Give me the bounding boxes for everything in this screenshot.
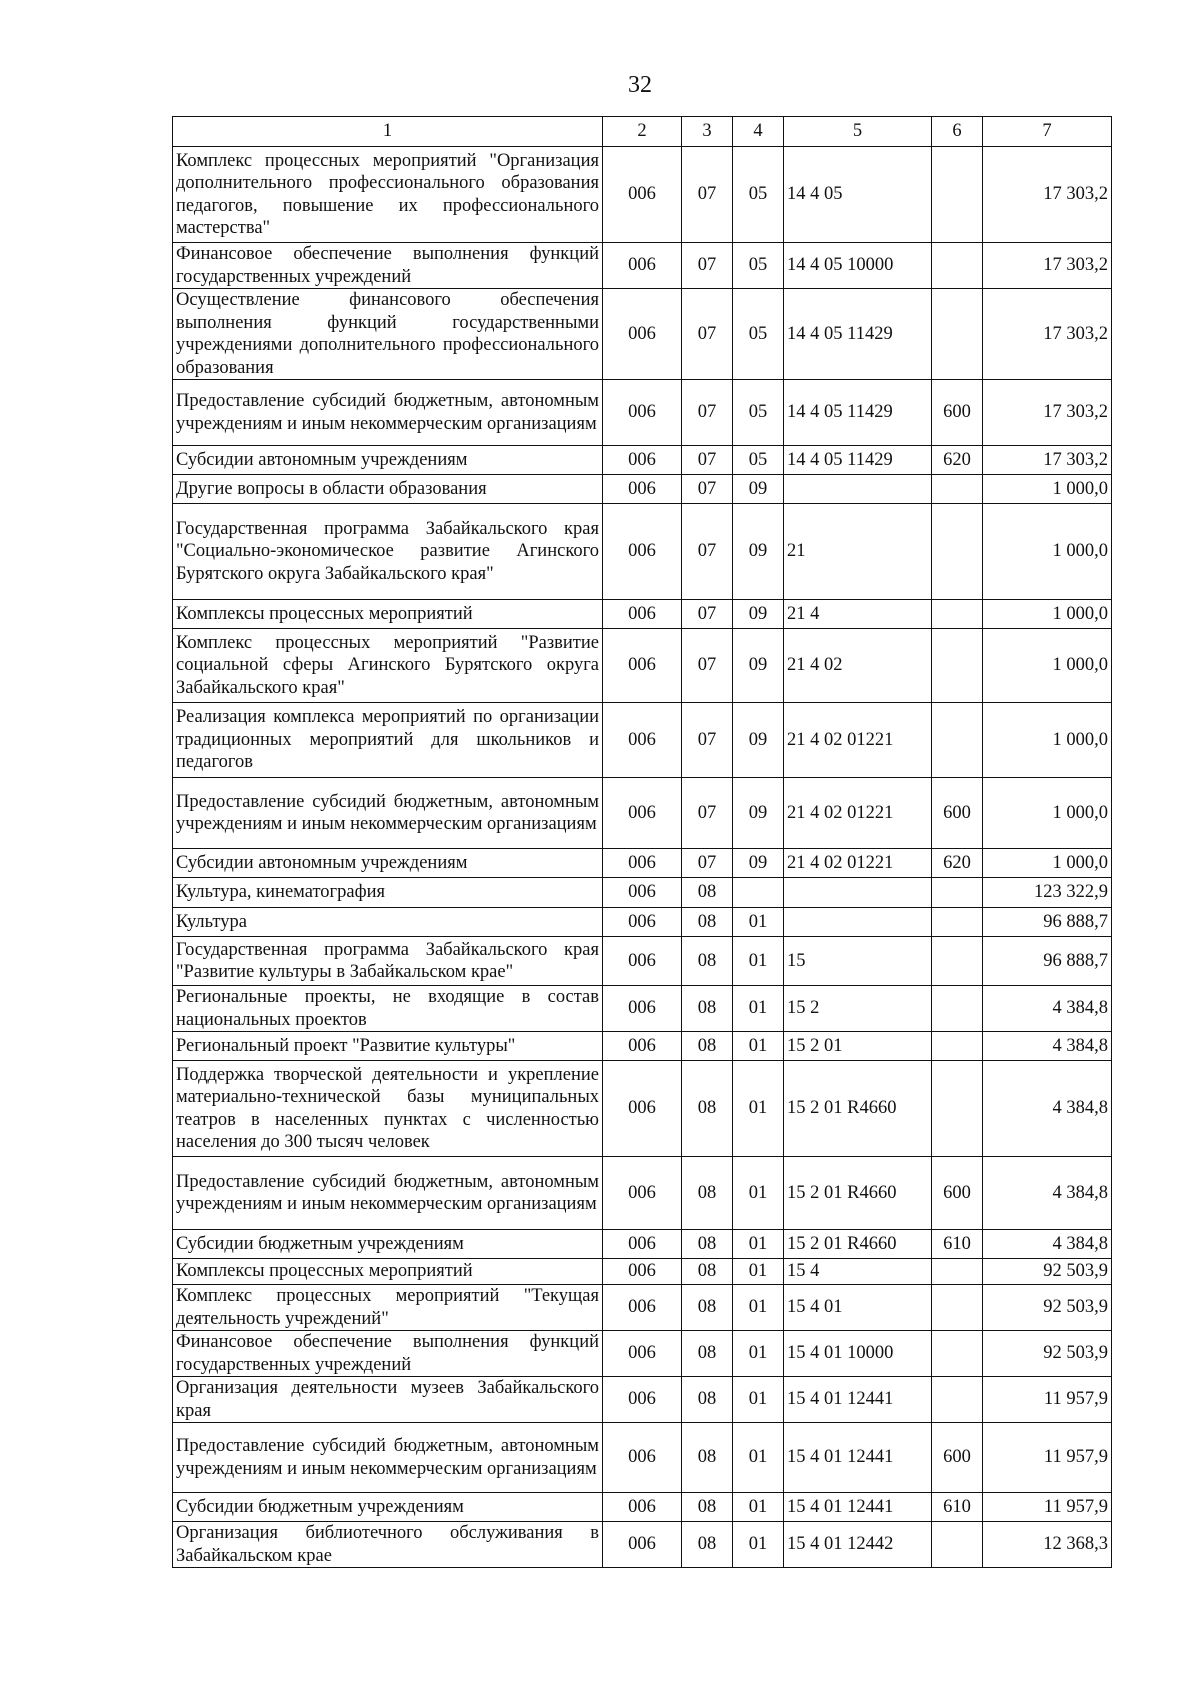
row-target-article (784, 878, 932, 908)
row-sum: 92 503,9 (983, 1259, 1112, 1285)
table-row (173, 1285, 1112, 1331)
row-sum: 17 303,2 (983, 289, 1112, 380)
row-subsection-code: 01 (733, 1331, 784, 1377)
table-row (173, 849, 1112, 878)
row-name: Финансовое обеспечение выполнения функций государственных учреждений (173, 243, 603, 289)
row-target-article: 14 4 05 10000 (784, 243, 932, 289)
row-section-code: 07 (682, 629, 733, 703)
row-subsection-code: 01 (733, 1032, 784, 1061)
row-target-article: 14 4 05 (784, 147, 932, 243)
row-target-article: 21 (784, 504, 932, 600)
row-grbs-code: 006 (603, 243, 682, 289)
row-grbs-code: 006 (603, 504, 682, 600)
row-subsection-code: 09 (733, 600, 784, 629)
row-target-article: 15 (784, 937, 932, 986)
row-section-code: 08 (682, 986, 733, 1032)
row-expense-type: 610 (932, 1230, 983, 1259)
row-sum: 4 384,8 (983, 1157, 1112, 1230)
row-name: Другие вопросы в области образования (173, 475, 603, 504)
row-grbs-code: 006 (603, 1157, 682, 1230)
table-row (173, 475, 1112, 504)
row-target-article: 15 2 01 R4660 (784, 1230, 932, 1259)
row-section-code: 08 (682, 878, 733, 908)
row-name: Субсидии автономным учреждениям (173, 446, 603, 475)
col-header-5: 5 (784, 117, 932, 147)
table-row (173, 908, 1112, 937)
row-section-code: 08 (682, 1493, 733, 1522)
row-subsection-code: 01 (733, 1423, 784, 1493)
row-expense-type: 610 (932, 1493, 983, 1522)
row-subsection-code: 01 (733, 1061, 784, 1157)
row-subsection-code: 01 (733, 1377, 784, 1423)
table-row (173, 1259, 1112, 1285)
table-row (173, 446, 1112, 475)
row-section-code: 07 (682, 778, 733, 849)
row-grbs-code: 006 (603, 600, 682, 629)
row-expense-type (932, 1522, 983, 1568)
header-row (173, 117, 1112, 147)
row-grbs-code: 006 (603, 446, 682, 475)
col-header-1: 1 (173, 117, 603, 147)
row-target-article: 21 4 02 01221 (784, 703, 932, 778)
row-grbs-code: 006 (603, 1493, 682, 1522)
row-subsection-code: 09 (733, 629, 784, 703)
row-target-article: 15 2 01 R4660 (784, 1157, 932, 1230)
row-target-article: 15 2 01 R4660 (784, 1061, 932, 1157)
row-subsection-code: 01 (733, 1230, 784, 1259)
row-grbs-code: 006 (603, 778, 682, 849)
row-subsection-code: 05 (733, 289, 784, 380)
row-section-code: 07 (682, 289, 733, 380)
row-sum: 1 000,0 (983, 629, 1112, 703)
table-row (173, 289, 1112, 380)
row-grbs-code: 006 (603, 986, 682, 1032)
row-name: Субсидии автономным учреждениям (173, 849, 603, 878)
row-name: Осуществление финансового обеспечения выполнения функций государственными учреждениями дополнительного профессионального образования (173, 289, 603, 380)
page-number: 32 (628, 72, 652, 98)
row-target-article: 21 4 02 01221 (784, 778, 932, 849)
row-subsection-code: 01 (733, 908, 784, 937)
row-section-code: 07 (682, 475, 733, 504)
col-header-4: 4 (733, 117, 784, 147)
row-section-code: 08 (682, 1377, 733, 1423)
row-sum: 17 303,2 (983, 446, 1112, 475)
row-target-article: 15 4 01 12441 (784, 1493, 932, 1522)
budget-table (172, 116, 1112, 1568)
row-target-article: 21 4 02 (784, 629, 932, 703)
row-name: Предоставление субсидий бюджетным, автономным учреждениям и иным некоммерческим организациям (173, 1423, 603, 1493)
table-row (173, 147, 1112, 243)
row-grbs-code: 006 (603, 1230, 682, 1259)
row-target-article: 15 4 01 12442 (784, 1522, 932, 1568)
row-expense-type (932, 1061, 983, 1157)
table-row (173, 878, 1112, 908)
row-grbs-code: 006 (603, 629, 682, 703)
row-expense-type: 620 (932, 446, 983, 475)
row-expense-type (932, 1285, 983, 1331)
row-name: Культура, кинематография (173, 878, 603, 908)
row-grbs-code: 006 (603, 878, 682, 908)
row-name: Субсидии бюджетным учреждениям (173, 1493, 603, 1522)
row-subsection-code (733, 878, 784, 908)
row-name: Комплексы процессных мероприятий (173, 1259, 603, 1285)
row-expense-type (932, 147, 983, 243)
row-sum: 17 303,2 (983, 147, 1112, 243)
row-target-article: 21 4 02 01221 (784, 849, 932, 878)
row-expense-type: 600 (932, 778, 983, 849)
row-expense-type: 600 (932, 1157, 983, 1230)
table-row (173, 504, 1112, 600)
table-row (173, 243, 1112, 289)
row-name: Предоставление субсидий бюджетным, автономным учреждениям и иным некоммерческим организациям (173, 1157, 603, 1230)
row-section-code: 08 (682, 1230, 733, 1259)
row-name: Организация деятельности музеев Забайкальского края (173, 1377, 603, 1423)
table-row (173, 986, 1112, 1032)
row-section-code: 08 (682, 1259, 733, 1285)
row-subsection-code: 05 (733, 380, 784, 446)
row-expense-type: 600 (932, 380, 983, 446)
row-target-article (784, 908, 932, 937)
row-section-code: 07 (682, 849, 733, 878)
table-row (173, 1377, 1112, 1423)
row-name: Комплекс процессных мероприятий "Текущая деятельность учреждений" (173, 1285, 603, 1331)
row-sum: 1 000,0 (983, 778, 1112, 849)
row-expense-type: 600 (932, 1423, 983, 1493)
row-grbs-code: 006 (603, 380, 682, 446)
row-section-code: 07 (682, 600, 733, 629)
row-name: Культура (173, 908, 603, 937)
row-grbs-code: 006 (603, 1259, 682, 1285)
row-sum: 4 384,8 (983, 986, 1112, 1032)
row-section-code: 07 (682, 446, 733, 475)
row-subsection-code: 01 (733, 1157, 784, 1230)
row-sum: 4 384,8 (983, 1061, 1112, 1157)
row-sum: 123 322,9 (983, 878, 1112, 908)
row-grbs-code: 006 (603, 1061, 682, 1157)
row-sum: 1 000,0 (983, 703, 1112, 778)
table-row (173, 1032, 1112, 1061)
row-sum: 4 384,8 (983, 1230, 1112, 1259)
row-target-article: 15 4 (784, 1259, 932, 1285)
row-expense-type (932, 908, 983, 937)
row-expense-type: 620 (932, 849, 983, 878)
col-header-2: 2 (603, 117, 682, 147)
row-expense-type (932, 600, 983, 629)
row-target-article: 14 4 05 11429 (784, 289, 932, 380)
row-expense-type (932, 243, 983, 289)
row-grbs-code: 006 (603, 1331, 682, 1377)
table-body (173, 147, 1112, 1568)
row-subsection-code: 01 (733, 986, 784, 1032)
row-section-code: 07 (682, 504, 733, 600)
row-target-article: 14 4 05 11429 (784, 446, 932, 475)
table-row (173, 600, 1112, 629)
row-grbs-code: 006 (603, 1285, 682, 1331)
row-sum: 4 384,8 (983, 1032, 1112, 1061)
row-name: Государственная программа Забайкальского края "Социально-экономическое развитие Агинского Бурятского округа Забайкальского края" (173, 504, 603, 600)
table-row (173, 703, 1112, 778)
row-section-code: 08 (682, 1285, 733, 1331)
row-subsection-code: 01 (733, 1285, 784, 1331)
row-sum: 11 957,9 (983, 1423, 1112, 1493)
row-name: Организация библиотечного обслуживания в Забайкальском крае (173, 1522, 603, 1568)
row-subsection-code: 01 (733, 1259, 784, 1285)
row-sum: 92 503,9 (983, 1285, 1112, 1331)
row-section-code: 07 (682, 380, 733, 446)
row-expense-type (932, 1032, 983, 1061)
row-name: Предоставление субсидий бюджетным, автономным учреждениям и иным некоммерческим организациям (173, 380, 603, 446)
row-target-article: 21 4 (784, 600, 932, 629)
table-row (173, 1157, 1112, 1230)
row-subsection-code: 01 (733, 1522, 784, 1568)
row-grbs-code: 006 (603, 1522, 682, 1568)
row-grbs-code: 006 (603, 475, 682, 504)
table-row (173, 937, 1112, 986)
row-subsection-code: 09 (733, 475, 784, 504)
row-sum: 1 000,0 (983, 504, 1112, 600)
row-grbs-code: 006 (603, 1423, 682, 1493)
row-name: Поддержка творческой деятельности и укрепление материально-технической базы муниципальных театров в населенных пунктах с численностью населения до 300 тысяч человек (173, 1061, 603, 1157)
row-sum: 11 957,9 (983, 1377, 1112, 1423)
row-sum: 11 957,9 (983, 1493, 1112, 1522)
row-expense-type (932, 1377, 983, 1423)
row-expense-type (932, 878, 983, 908)
row-expense-type (932, 937, 983, 986)
row-grbs-code: 006 (603, 937, 682, 986)
row-grbs-code: 006 (603, 1032, 682, 1061)
row-expense-type (932, 289, 983, 380)
row-sum: 92 503,9 (983, 1331, 1112, 1377)
row-name: Предоставление субсидий бюджетным, автономным учреждениям и иным некоммерческим организациям (173, 778, 603, 849)
row-subsection-code: 09 (733, 778, 784, 849)
row-sum: 12 368,3 (983, 1522, 1112, 1568)
row-sum: 1 000,0 (983, 849, 1112, 878)
row-section-code: 07 (682, 703, 733, 778)
row-grbs-code: 006 (603, 703, 682, 778)
row-name: Государственная программа Забайкальского края "Развитие культуры в Забайкальском крае" (173, 937, 603, 986)
row-subsection-code: 09 (733, 849, 784, 878)
table-row (173, 1493, 1112, 1522)
row-expense-type (932, 703, 983, 778)
row-target-article: 15 4 01 (784, 1285, 932, 1331)
row-section-code: 08 (682, 1522, 733, 1568)
row-target-article: 15 4 01 12441 (784, 1377, 932, 1423)
row-section-code: 07 (682, 243, 733, 289)
row-subsection-code: 01 (733, 1493, 784, 1522)
row-target-article: 15 4 01 10000 (784, 1331, 932, 1377)
row-name: Субсидии бюджетным учреждениям (173, 1230, 603, 1259)
row-grbs-code: 006 (603, 1377, 682, 1423)
row-expense-type (932, 629, 983, 703)
row-section-code: 08 (682, 937, 733, 986)
table-row (173, 1061, 1112, 1157)
row-target-article (784, 475, 932, 504)
row-name: Реализация комплекса мероприятий по организации традиционных мероприятий для школьников и педагогов (173, 703, 603, 778)
row-section-code: 08 (682, 1061, 733, 1157)
row-sum: 96 888,7 (983, 908, 1112, 937)
row-expense-type (932, 1331, 983, 1377)
row-target-article: 15 4 01 12441 (784, 1423, 932, 1493)
row-section-code: 08 (682, 908, 733, 937)
row-expense-type (932, 504, 983, 600)
row-grbs-code: 006 (603, 849, 682, 878)
row-expense-type (932, 475, 983, 504)
row-name: Комплекс процессных мероприятий "Развитие социальной сферы Агинского Бурятского округа Забайкальского края" (173, 629, 603, 703)
table-row (173, 1522, 1112, 1568)
col-header-3: 3 (682, 117, 733, 147)
row-section-code: 08 (682, 1032, 733, 1061)
row-section-code: 08 (682, 1423, 733, 1493)
row-sum: 17 303,2 (983, 380, 1112, 446)
row-subsection-code: 09 (733, 504, 784, 600)
row-target-article: 15 2 (784, 986, 932, 1032)
row-name: Финансовое обеспечение выполнения функций государственных учреждений (173, 1331, 603, 1377)
row-subsection-code: 01 (733, 937, 784, 986)
row-grbs-code: 006 (603, 908, 682, 937)
row-sum: 1 000,0 (983, 600, 1112, 629)
row-name: Региональный проект "Развитие культуры" (173, 1032, 603, 1061)
row-name: Комплекс процессных мероприятий "Организация дополнительного профессионального образования педагогов, повышение их профессионального мастерства" (173, 147, 603, 243)
table-row (173, 1331, 1112, 1377)
table-row (173, 380, 1112, 446)
table-row (173, 629, 1112, 703)
row-target-article: 14 4 05 11429 (784, 380, 932, 446)
table-row (173, 1423, 1112, 1493)
row-name: Комплексы процессных мероприятий (173, 600, 603, 629)
row-subsection-code: 05 (733, 147, 784, 243)
row-sum: 1 000,0 (983, 475, 1112, 504)
row-grbs-code: 006 (603, 289, 682, 380)
row-sum: 17 303,2 (983, 243, 1112, 289)
row-expense-type (932, 1259, 983, 1285)
row-subsection-code: 05 (733, 243, 784, 289)
row-subsection-code: 09 (733, 703, 784, 778)
row-subsection-code: 05 (733, 446, 784, 475)
row-section-code: 07 (682, 147, 733, 243)
row-expense-type (932, 986, 983, 1032)
row-sum: 96 888,7 (983, 937, 1112, 986)
row-name: Региональные проекты, не входящие в состав национальных проектов (173, 986, 603, 1032)
row-section-code: 08 (682, 1331, 733, 1377)
col-header-7: 7 (983, 117, 1112, 147)
table-row (173, 778, 1112, 849)
col-header-6: 6 (932, 117, 983, 147)
row-section-code: 08 (682, 1157, 733, 1230)
row-grbs-code: 006 (603, 147, 682, 243)
row-target-article: 15 2 01 (784, 1032, 932, 1061)
table-row (173, 1230, 1112, 1259)
